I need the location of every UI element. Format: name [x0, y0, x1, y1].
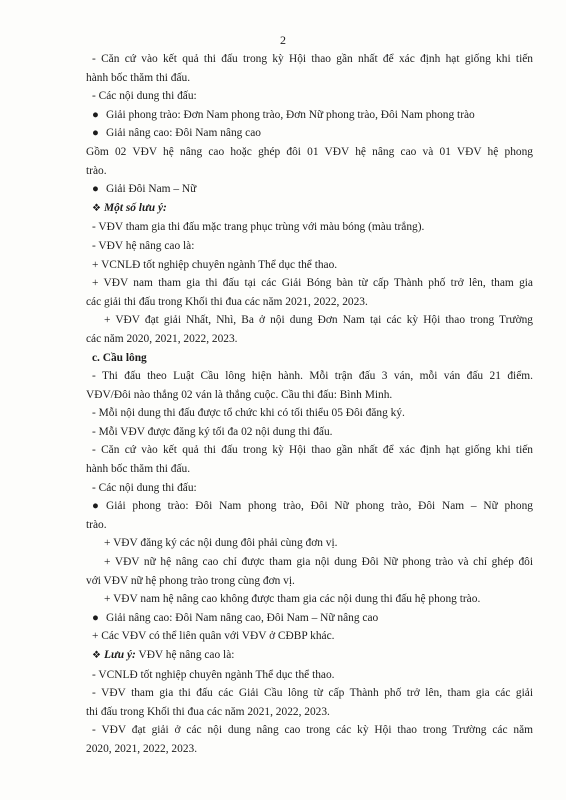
- text-line: [86, 572, 533, 591]
- text-line: [86, 404, 533, 423]
- line-text: - Mỗi nội dung thi đấu được tổ chức khi có tối thiểu 05 Đôi đăng ký.: [92, 407, 405, 420]
- diamond-bullet-icon: ❖: [92, 650, 101, 661]
- line-text: - VĐV đạt giải ở các nội dung nâng cao trong các kỳ Hội thao trong Trường các năm: [92, 724, 533, 737]
- line-text: hành bốc thăm thi đấu.: [86, 463, 191, 476]
- text-line: [86, 553, 533, 572]
- text-line: [86, 740, 533, 759]
- line-text: + VĐV nam tham gia thi đấu tại các Giải Bóng bàn từ cấp Thành phố trở lên, tham gia: [92, 277, 533, 290]
- text-line: [86, 721, 533, 740]
- bullet-icon: ●: [92, 183, 99, 196]
- line-text: thi đấu trong Khối thi đua các năm 2021, 2022, 2023.: [86, 705, 330, 718]
- text-line: [86, 218, 533, 237]
- text-line: [86, 423, 533, 442]
- line-text: - Thi đấu theo Luật Cầu lông hiện hành. Mỗi trận đấu 3 ván, mỗi ván đấu 21 điểm.: [92, 370, 533, 383]
- text-line: [86, 460, 533, 479]
- text-line: [86, 666, 533, 685]
- bullet-icon: ●: [92, 611, 99, 624]
- line-text: + Các VĐV có thể liên quân với VĐV ở CĐBP khác.: [92, 630, 335, 643]
- text-line: [86, 590, 533, 609]
- text-line: [86, 479, 533, 498]
- text-line: [86, 703, 533, 722]
- line-text: - VĐV hệ nâng cao là:: [92, 239, 195, 252]
- line-text: hành bốc thăm thi đấu.: [86, 71, 191, 84]
- text-line: [86, 237, 533, 256]
- line-text: các giải thi đấu trong Khối thi đua các năm 2021, 2022, 2023.: [86, 295, 368, 308]
- line-text: - Mỗi VĐV được đăng ký tối đa 02 nội dung thi đấu.: [92, 425, 333, 438]
- line-text: trào.: [86, 518, 107, 531]
- line-text-rest: VĐV hệ nâng cao là:: [135, 649, 235, 661]
- line-text: Lưu ý:: [104, 649, 136, 661]
- text-line: [86, 87, 533, 106]
- text-line: [86, 199, 533, 219]
- text-line: [86, 534, 533, 553]
- line-text: - Căn cứ vào kết quả thi đấu trong kỳ Hội thao gần nhất để xác định hạt giống khi tiến: [92, 53, 533, 65]
- line-text: + VĐV đăng ký các nội dung đôi phải cùng đơn vị.: [104, 537, 338, 550]
- line-text: trào.: [86, 164, 107, 177]
- text-line: [86, 646, 533, 666]
- text-line: [86, 627, 533, 646]
- bullet-icon: ●: [92, 127, 99, 140]
- line-text: - Các nội dung thi đấu:: [92, 481, 197, 494]
- text-line: [86, 69, 533, 88]
- diamond-bullet-icon: ❖: [92, 202, 101, 214]
- line-text: + VĐV nữ hệ nâng cao chỉ được tham gia nội dung Đôi Nữ phong trào và chỉ ghép đôi: [104, 556, 533, 569]
- text-line: [86, 274, 533, 293]
- line-text: + VCNLĐ tốt nghiệp chuyên ngành Thể dục thể thao.: [92, 258, 338, 271]
- line-text: - VCNLĐ tốt nghiệp chuyên ngành Thể dục thể thao.: [92, 668, 335, 681]
- text-line: [86, 349, 533, 368]
- line-text: - Căn cứ vào kết quả thi đấu trong kỳ Hội thao gần nhất để xác định hạt giống khi tiến: [92, 444, 533, 457]
- line-text: VĐV/Đôi nào thắng 02 ván là thắng cuộc. Cầu thi đấu: Bình Minh.: [86, 388, 393, 401]
- text-line: [86, 367, 533, 386]
- text-line: [86, 609, 533, 628]
- line-text: Giải nâng cao: Đôi Nam nâng cao, Đôi Nam – Nữ nâng cao: [106, 611, 379, 624]
- text-line: [86, 50, 533, 69]
- line-text: - VĐV tham gia thi đấu mặc trang phục trùng với màu bóng (màu trắng).: [92, 221, 425, 234]
- line-text: Giải nâng cao: Đôi Nam nâng cao: [106, 127, 261, 140]
- text-line: [86, 180, 533, 199]
- text-line: [86, 497, 533, 516]
- bullet-icon: ●: [92, 108, 99, 121]
- line-text: c. Cầu lông: [92, 351, 147, 364]
- text-line: [86, 293, 533, 312]
- line-text: các năm 2020, 2021, 2022, 2023.: [86, 332, 238, 345]
- text-line: [86, 441, 533, 460]
- text-line: [86, 386, 533, 405]
- line-text: 2020, 2021, 2022, 2023.: [86, 742, 198, 755]
- line-text: - VĐV tham gia thi đấu các Giải Cầu lông từ cấp Thành phố trở lên, tham gia các giải: [92, 687, 533, 700]
- text-line: [86, 162, 533, 181]
- line-text: Giải Đôi Nam – Nữ: [106, 183, 197, 196]
- text-line: [86, 311, 533, 330]
- line-text: Giải phong trào: Đơn Nam phong trào, Đơn Nữ phong trào, Đôi Nam phong trào: [106, 108, 475, 121]
- text-line: [86, 106, 533, 125]
- line-text: Gồm 02 VĐV hệ nâng cao hoặc ghép đôi 01 VĐV hệ nâng cao và 01 VĐV hệ phong: [86, 145, 533, 158]
- document-body: [86, 50, 533, 759]
- line-text: + VĐV nam hệ nâng cao không được tham gia các nội dung thi đấu hệ phong trào.: [104, 593, 481, 606]
- bullet-icon: ●: [92, 500, 99, 513]
- text-line: [86, 516, 533, 535]
- line-text: + VĐV đạt giải Nhất, Nhì, Ba ở nội dung Đơn Nam tại các kỳ Hội thao trong Trường: [104, 314, 533, 327]
- line-text: với VĐV nữ hệ phong trào trong cùng đơn vị.: [86, 574, 295, 587]
- text-line: [86, 256, 533, 275]
- line-text: Một số lưu ý:: [104, 201, 167, 214]
- text-line: [86, 684, 533, 703]
- line-text: - Các nội dung thi đấu:: [92, 90, 197, 103]
- text-line: [86, 330, 533, 349]
- text-line: [86, 124, 533, 143]
- page-number: 2: [280, 33, 286, 47]
- line-text: Giải phong trào: Đôi Nam phong trào, Đôi Nữ phong trào, Đôi Nam – Nữ phong: [106, 500, 533, 513]
- text-line: [86, 143, 533, 162]
